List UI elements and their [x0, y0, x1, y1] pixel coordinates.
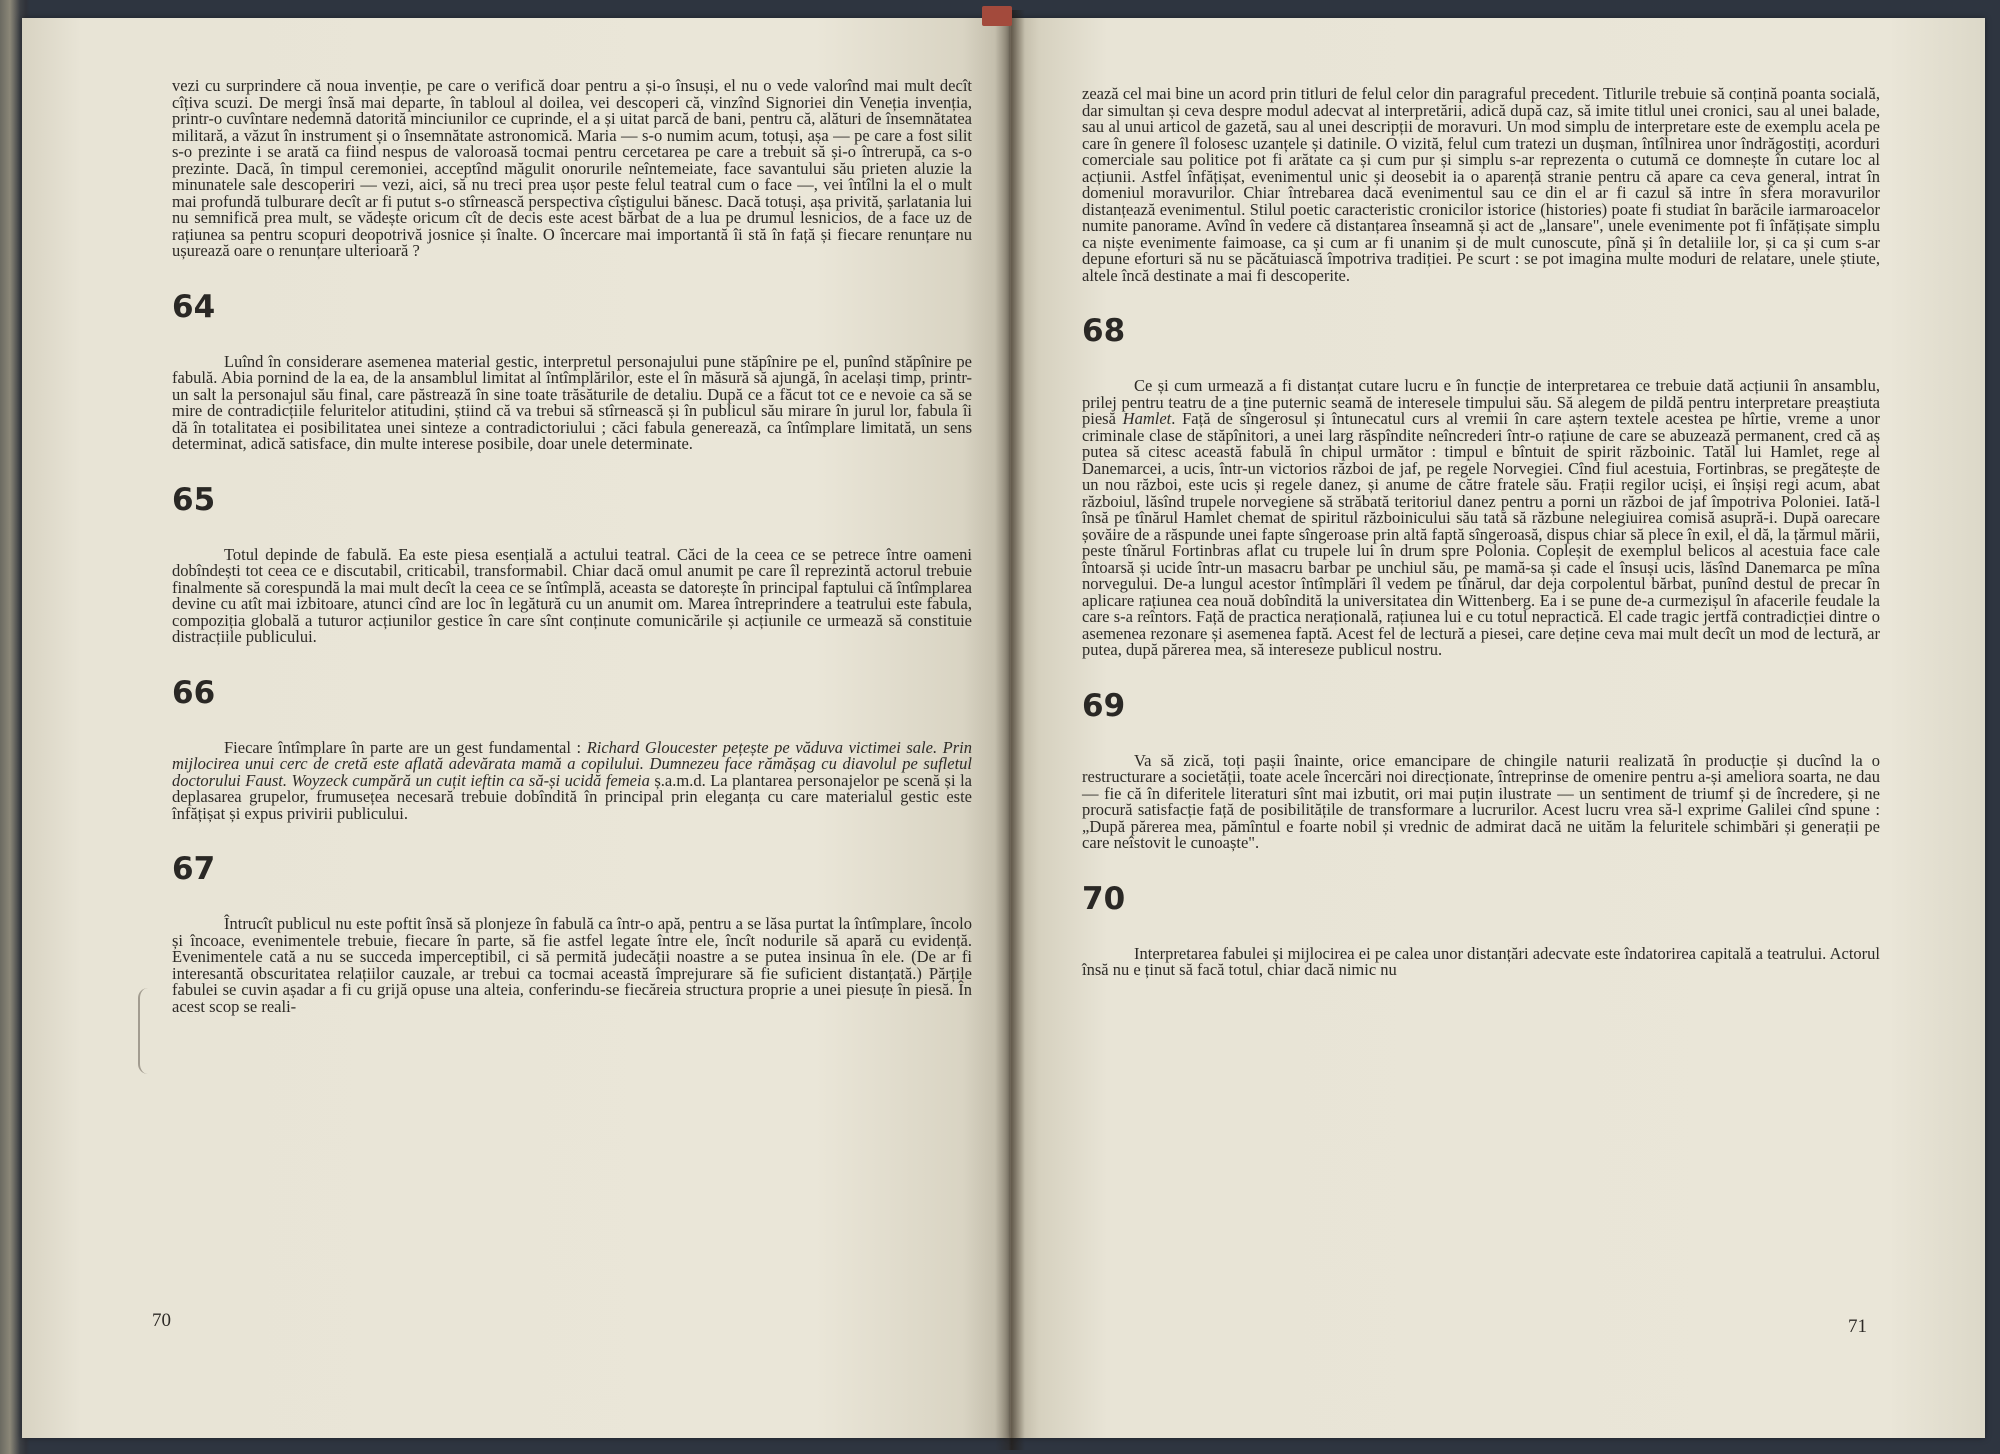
section-66-text-b: ș.a.m.d. La plantarea personajelor pe scenă și la deplasarea grupelor, frumusețea necesară trebuie dobîndită în principal prin eleganța cu care materialul gestic este înfățișat și expus privirii publicului. [172, 770, 972, 823]
section-67-text: Întrucît publicul nu este poftit însă să plonjeze în fabulă ca într-o apă, pentru a se lăsa purtat la întîmplare, încolo și încoace, evenimentele trebuie, fiecare în parte, să fie astfel legate între ele, încît nodurile să apară cu evidență. Evenimentele cată a nu se succeda imperceptibil, ci să permită judecății noastre a se putea insinua în ele. (De ar fi interesantă obscuritatea relațiilor cauzale, ar trebui ca tocmai această împrejurare să fie suficient distanțată.) Părțile fabulei se cuvin așadar a fi cu grijă opuse una alteia, conferindu-se fiecăreia structura proprie a unei piesuțe în piesă. În acest scop se reali- [172, 914, 972, 1016]
right-page [1010, 18, 1985, 1438]
section-number-64: 64 [172, 288, 216, 325]
left-page [22, 18, 1012, 1438]
section-number-69: 69 [1082, 687, 1126, 724]
section-68-text-b: . Față de sîngerosul și întunecatul curs al vremii în care aștern textele acestea pe hîrtie, vreme a unor criminale clase de stăpînitori, a unei larg răspîndite neîncrederi într-o rațiune de care se abuzează permanent, cred că aș putea să citesc această fabulă în chipul următor : timpul e bîntuit de spirit războinic. Tatăl lui Hamlet, rege al Danemarcei, a ucis, într-un victorios război de jaf, pe regele Norvegiei. Cînd fiul acestuia, Fortinbras, se pregătește de un nou război, este ucis și regele danez, și anume de către fratele său. Frații regilor uciși, ei înșiși regi acum, abat războiul, lăsînd trupele norvegiene să străbată teritoriul danez pentru a porni un război de jaf împotriva Poloniei. Iată-l însă pe tînărul Hamlet chemat de spiritul războinicului său tată să răzbune nelegiuirea comisă asupră-i. După oarecare șovăire de a răspunde unei fapte sîngeroase prin altă faptă sîngeroasă, dispus chiar să plece în exil, el dă, la țărmul mării, peste tînărul Fortinbras aflat cu trupele lui în drum spre Polonia. Copleșit de exemplul belicos al acestuia face cale întoarsă și ucide într-un masacru barbar pe unchiul său, pe mamă-sa și cade el însuși ucis, lăsînd Danemarca pe mîna norvegului. De-a lungul acestor întîmplări îl vedem pe tînărul, dar deja corpolentul bărbat, punînd destul de precar în aplicare rațiunea cea nouă dobîndită la universitatea din Wittenberg. Ea i se pune de-a curmezișul în afacerile feudale la care s-a reîntors. Față de practica nerațională, rațiunea lui e cu totul nepractică. El cade tragic jertfă contradicției dintre o asemenea rezonare și asemenea faptă. Acest fel de lectură a piesei, care deține ceva mai mult decît un mod de lectură, ar putea, după părerea mea, să intereseze publicul nostru. [1082, 409, 1880, 659]
bookmark-tab [982, 6, 1012, 26]
section-number-67: 67 [172, 851, 216, 887]
book-gutter [995, 10, 1025, 1450]
section-66-text [172, 737, 972, 823]
paragraph-continued: zează cel mai bine un acord prin titluri de felul celor din paragraful precedent. Titlurile trebuie să conțină poanta socială, dar simultan și ceva despre modul adecvat al interpretării, adică după caz, să imite titlul unei cronici, sau al unei balade, sau al unui articol de gazetă, sau al unei descripții de moravuri. Un mod simplu de interpretare este de exemplu acela pe care în genere îl folosesc uzanțele și datinile. O vizită, felul cum tratezi un dușman, întîlnirea unor îndrăgostiți, acorduri comerciale sau politice pot fi arătate ca și cum pur și simplu s-ar reprezenta o cutumă ce domnește în cutare loc al acțiunii. Astfel înfățișat, evenimentul unic și deosebit ia o aparență stranie pentru că apare ca ceva general, intrat în domeniul moravurilor. Chiar întrebarea dacă evenimentul sau ce din el ar fi cazul să intre în sfera moravurilor distanțează evenimentul. Stilul poetic caracteristic cronicilor istorice (histories) poate fi studiat în barăcile iarmaroacelor numite panorame. Avînd în vedere că distanțarea înseamnă și act de „lansare", unele evenimente pot fi înfățișate simplu ca niște evenimente faimoase, ca și cum ar fi unanim și de mult cunoscute, pînă și în detaliile lor, și ca și cum s-ar depune eforturi să nu se păcătuiască împotriva tradiției. Pe scurt : se pot imagina multe moduri de relatare, unele știute, altele încă destinate a mai fi descoperite. [1082, 84, 1880, 285]
section-68-text [1082, 378, 1880, 659]
section-number-70: 70 [1082, 880, 1126, 917]
left-page-text [172, 78, 972, 1015]
section-66-italic-examples: Richard Gloucester pețește pe văduva victimei sale. Prin mijlocirea unui cerc de cretă este aflată adevărata mamă a copilului. Dumnezeu face rămășag cu diavolul pe sufletul doctorului Faust. Woyzeck cumpără un cuțit ieftin ca să-și ucidă femeia [172, 737, 972, 790]
section-68-italic-title: Hamlet [1122, 409, 1172, 428]
page-number-left: 70 [152, 1310, 171, 1331]
paragraph-continued: vezi cu surprindere că noua invenție, pe care o verifică doar pentru a și-o însuși, el nu o vede valorînd mai mult decît cîțiva scuzi. De mergi însă mai departe, în tabloul al doilea, vei descoperi că, vinzînd Signoriei din Veneția invenția, printr-o cuvîntare nedemnă datorită minciunilor ce cuprinde, el a și uitat parcă de bani, pentru că, alături de însemnătatea militară, a văzut în instrument și o însemnătate astronomică. Maria — s-o numim acum, totuși, așa — pe care a fost silit s-o prezinte i se arată ca fiind nespus de valoroasă tocmai pentru cercetarea pe care a trebuit să și-o întrerupă, ca s-o prezinte. Dacă, în timpul ceremoniei, acceptînd măgulit onorurile neîntemeiate, face savantului său prieten aluzie la minunatele sale descoperiri — vezi, aici, să nu treci prea ușor peste felul teatral cum o face —, vei întîlni la el o mult mai profundă tulburare decît ar fi putut s-o stîrnească perspectiva cîștigului bănesc. Dacă totuși, așa privită, șarlatania lui nu semnifică prea mult, se vădește oricum cît de decis este acest bărbat de a lua pe drumul lesnicios, de a face uz de rațiunea sa pentru scopuri deopotrivă josnice și înalte. O încercare mai importantă îi stă în față și fiecare renunțare nu ușurează oare o renunțare ulterioară ? [172, 76, 972, 260]
pencil-margin-mark [138, 988, 154, 1074]
section-number-68: 68 [1082, 313, 1126, 349]
page-number-right: 71 [1848, 1316, 1867, 1337]
right-page-text [1082, 86, 1880, 979]
section-64-text: Luînd în considerare asemenea material gestic, interpretul personajului pune stăpînire pe el, punînd stăpînire pe fabulă. Abia pornind de la ea, de la ansamblul limitat al întîmplărilor, este el în măsură să ajungă, în același timp, printr-un salt la personajul său final, care păstrează în sine toate trăsăturile de detaliu. După ce a făcut tot ce e nevoie ca să se mire de contradicțiile feluritelor atitudini, știind că va trebui să stîrnească și în publicul său mirare în jurul lor, fabula îi dă în totalitatea ei posibilitatea unei sinteze a contradictoriului ; căci fabula generează, ca întîmplare limitată, un sens determinat, adică satisface, din multe interese posibile, doar unele determinate. [172, 351, 972, 453]
section-66-text-a: Fiecare întîmplare în parte are un gest fundamental : [224, 737, 587, 757]
section-68-text-a: Ce și cum urmează a fi distanțat cutare lucru e în funcție de interpretarea ce trebuie dată acțiunii în ansamblu, prilej pentru teatru de a ține puternic seamă de interesele timpului său. Să alegem de pildă pentru interpretare preaștiuta piesă [1082, 376, 1880, 428]
section-number-65: 65 [172, 481, 216, 518]
section-69-text: Va să zică, toți pașii înainte, orice emancipare de chingile naturii realizată în producție și ducînd la o restructurare a societății, toate acele încercări noi direcționate, întreprinse de omenire pentru a-și ameliora soarta, ne dau — fie că în diferitele literaturi sînt mai izbutit, ori mai puțin ilustrate — un sentiment de triumf și de încredere, și ne procură satisfacție față de posibilitățile de transformare a lucrurilor. Acest lucru vrea să-l exprime Galilei cînd spune : „După părerea mea, pămîntul e foarte nobil și vrednic de admirat dacă ne uităm la feluritele schimbări și generații pe care neîstovit le cunoaște". [1082, 750, 1880, 852]
section-number-66: 66 [172, 674, 216, 711]
section-65-text: Totul depinde de fabulă. Ea este piesa esențială a actului teatral. Căci de la ceea ce se petrece între oameni dobîndești tot ceea ce e discutabil, criticabil, transformabil. Chiar dacă omul anumit pe care îl reprezintă actorul trebuie finalmente să corespundă la mai mult decît la ceea ce se întîmplă, aceasta se datorește în principal faptului că întîmplarea devine cu atît mai izbitoare, atunci cînd are loc în legătură cu un anumit om. Marea întreprindere a teatrului este fabula, compoziția globală a tuturor acțiunilor gestice în care sînt conținute comunicările și acțiunile ce urmează să constituie distracțiile publicului. [172, 544, 972, 646]
section-70-text: Interpretarea fabulei și mijlocirea ei pe calea unor distanțări adecvate este îndatorirea capitală a teatrului. Actorul însă nu e ținut să facă totul, chiar dacă nimic nu [1082, 943, 1880, 979]
